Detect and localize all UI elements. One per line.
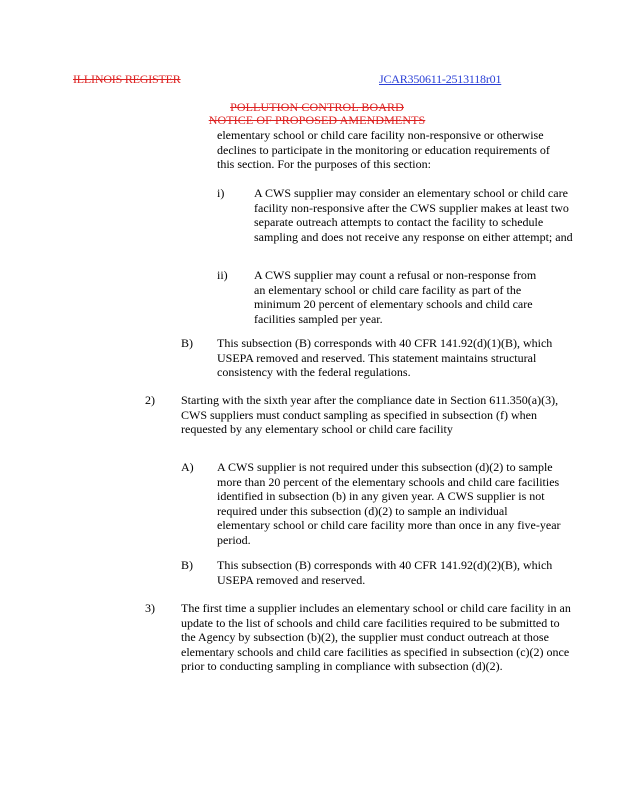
section-2-text: Starting with the sixth year after the compliance date in Section 611.350(a)(3), CWS suppliers must conduct sampling as specified in subsection (f) when requested by any elementary school or child care facility [181, 393, 559, 436]
subsection-a2-label: A) [181, 460, 194, 474]
subsection-b1-label: B) [181, 336, 193, 350]
subsection-b2-text: This subsection (B) corresponds with 40 CFR 141.92(d)(2)(B), which USEPA removed and reserved. [217, 558, 553, 587]
intro-paragraph: elementary school or child care facility non-responsive or otherwise declines to participate in the monitoring or education requirements of this section. For the purposes of this section: [217, 128, 550, 171]
item-i-text: A CWS supplier may consider an elementary school or child care facility non-responsive after the CWS supplier makes at least two separate outreach attempts to contact the facility to schedule sampling and does not receive any response on either attempt; and [254, 186, 573, 244]
subsection-b1-text: This subsection (B) corresponds with 40 CFR 141.92(d)(1)(B), which USEPA removed and reserved. This statement maintains structural consistency with the federal regulations. [217, 336, 553, 379]
subsection-b2-label: B) [181, 558, 193, 572]
subsection-a2-text: A CWS supplier is not required under this subsection (d)(2) to sample more than 20 percent of the elementary schools and child care facilities identified in subsection (b) in any given year. A CWS supplier is not required under this subsection (d)(2) to sample an individual elementary school or child care facility more than once in any five-year period. [217, 460, 561, 547]
section-3-label: 3) [145, 601, 155, 615]
item-i-label: i) [217, 186, 225, 200]
section-3-text: The first time a supplier includes an elementary school or child care facility in an update to the list of schools and child care facilities required to be submitted to the Agency by subsection (b)(2), the supplier must conduct outreach at those elementary schools and child care facilities as specified in subsection (c)(2) once prior to conducting sampling in compliance with subsection (d)(2). [181, 601, 571, 673]
item-ii-label: ii) [217, 268, 228, 282]
section-2-label: 2) [145, 393, 155, 407]
jcar-code: JCAR350611-2513118r01 [379, 72, 502, 86]
item-ii-text: A CWS supplier may count a refusal or non-response from an elementary school or child care facility as part of the minimum 20 percent of elementary schools and child care facilities sampled per year. [254, 268, 537, 326]
notice-title: NOTICE OF PROPOSED AMENDMENTS [208, 113, 426, 127]
board-title: POLLUTION CONTROL BOARD [230, 100, 404, 114]
register-header: ILLINOIS REGISTER [73, 72, 181, 86]
